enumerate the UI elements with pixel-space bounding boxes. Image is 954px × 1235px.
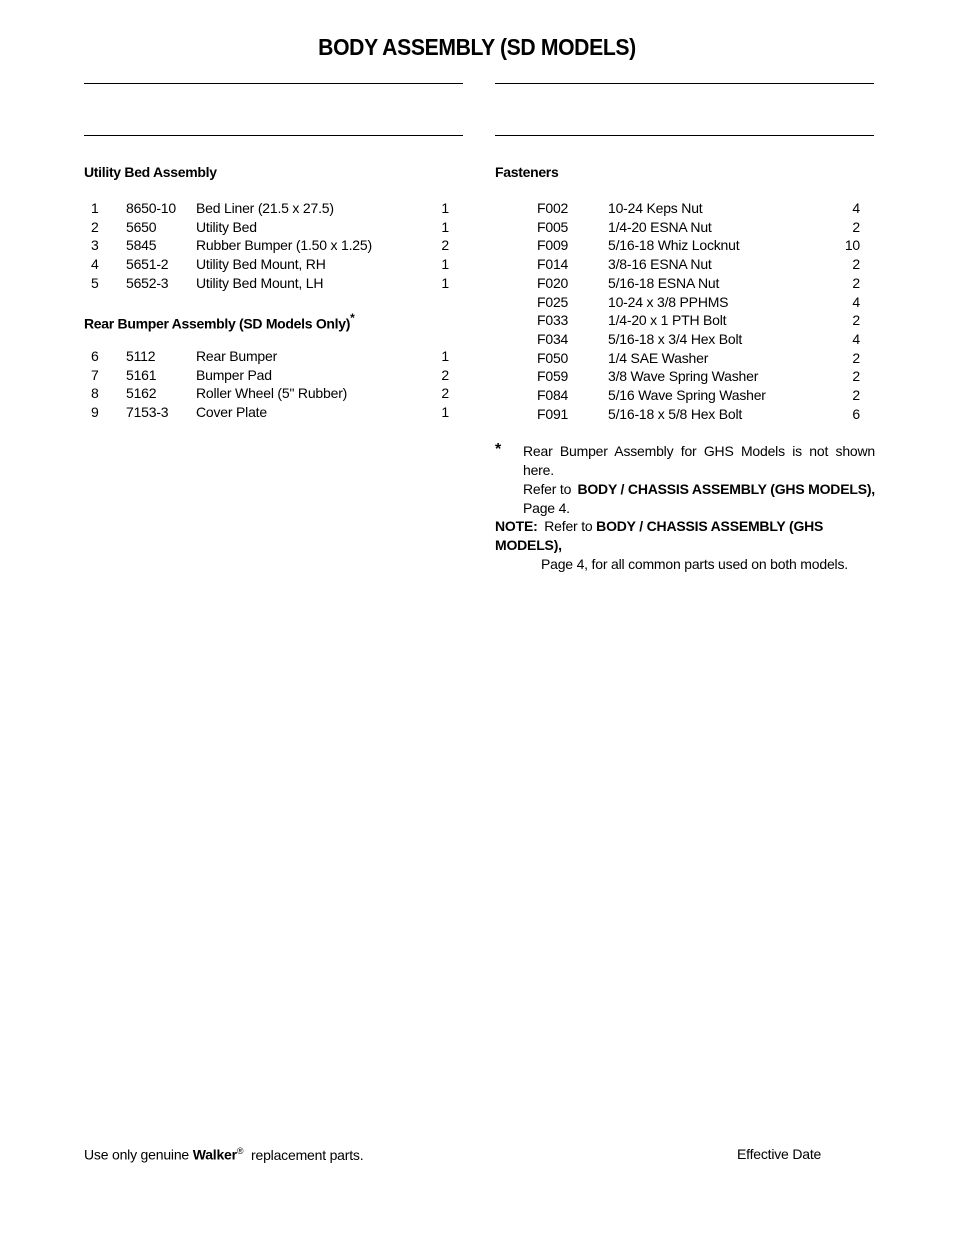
quantity: 2	[852, 368, 860, 385]
ref-number: 8	[91, 385, 99, 402]
part-description: 1/4-20 ESNA Nut	[608, 218, 712, 235]
quantity: 4	[852, 200, 860, 216]
brand-name: Walker	[192, 1146, 237, 1163]
quantity: 2	[852, 256, 860, 273]
asterisk-note-refer: Refer to	[523, 481, 572, 497]
quantity: 1	[441, 404, 449, 421]
ref-number: 3	[91, 237, 99, 254]
part-number: F009	[537, 237, 569, 254]
ref-number: 9	[91, 404, 99, 421]
quantity: 1	[441, 200, 449, 216]
ref-number: 1	[91, 200, 99, 216]
part-number: F014	[537, 256, 569, 273]
part-description: Utility Bed	[196, 218, 257, 235]
asterisk-note-line2	[523, 480, 875, 499]
note-block	[495, 517, 875, 574]
quantity: 2	[852, 218, 860, 235]
rear-bumper-heading	[84, 312, 355, 332]
quantity: 2	[441, 237, 449, 254]
part-description: Rear Bumper	[196, 348, 278, 364]
part-description: 3/8 Wave Spring Washer	[608, 368, 759, 385]
quantity: 4	[852, 330, 860, 347]
ref-number: 4	[91, 256, 99, 273]
rear-bumper-heading-text: Rear Bumper Assembly (SD Models Only)	[84, 315, 351, 332]
part-description: 5/16-18 Whiz Locknut	[608, 237, 740, 254]
quantity: 10	[844, 237, 860, 254]
asterisk-mark: *	[350, 311, 355, 325]
quantity: 6	[852, 405, 860, 422]
quantity: 1	[441, 256, 449, 273]
page-title: BODY ASSEMBLY (SD MODELS)	[318, 34, 636, 60]
part-number: F084	[537, 387, 569, 403]
part-description: 5/16-18 x 3/4 Hex Bolt	[608, 330, 743, 347]
part-number: 5162	[126, 385, 157, 402]
quantity: 2	[852, 274, 860, 291]
part-number: F005	[537, 218, 569, 235]
part-description: 5/16-18 ESNA Nut	[608, 274, 720, 291]
part-description: Utility Bed Mount, LH	[196, 274, 324, 291]
quantity: 1	[441, 218, 449, 235]
footer-text-pre: Use only genuine	[84, 1146, 189, 1163]
part-number: F050	[537, 349, 569, 366]
quantity: 2	[852, 312, 860, 329]
divider	[495, 135, 874, 136]
note-line1	[495, 517, 875, 555]
asterisk-note-reference: BODY / CHASSIS ASSEMBLY (GHS MODELS),	[577, 481, 875, 497]
part-number: F033	[537, 312, 569, 329]
part-number: F002	[537, 200, 569, 216]
part-description: Bed Liner (21.5 x 27.5)	[196, 200, 334, 216]
quantity: 2	[441, 385, 449, 402]
part-description: 10-24 x 3/8 PPHMS	[608, 293, 729, 310]
ref-number: 7	[91, 366, 99, 383]
asterisk-note-line3: Page 4.	[523, 500, 570, 516]
note-label: NOTE:	[495, 518, 538, 534]
part-description: Rubber Bumper (1.50 x 1.25)	[196, 237, 372, 254]
utility-bed-heading: Utility Bed Assembly	[84, 164, 217, 180]
footer-left	[84, 1146, 363, 1163]
part-number: F025	[537, 293, 569, 310]
part-description: 5/16 Wave Spring Washer	[608, 387, 766, 403]
quantity: 2	[441, 366, 449, 383]
part-description: Roller Wheel (5" Rubber)	[196, 385, 348, 402]
part-number: F034	[537, 330, 569, 347]
part-number: 5161	[126, 366, 157, 383]
part-number: F059	[537, 368, 569, 385]
part-number: 5650	[126, 218, 157, 235]
part-number: 5112	[126, 348, 156, 364]
asterisk-note-mark: *	[495, 441, 502, 458]
quantity: 1	[441, 348, 449, 364]
asterisk-note-line1: Rear Bumper Assembly for GHS Models is not shown here.	[523, 443, 875, 478]
quantity: 2	[852, 349, 860, 366]
part-description: Bumper Pad	[196, 366, 272, 383]
quantity: 4	[852, 293, 860, 310]
asterisk-note	[495, 442, 875, 518]
ref-number: 5	[91, 274, 99, 291]
quantity: 2	[852, 387, 860, 403]
part-number: 5651-2	[126, 256, 169, 273]
part-number: 8650-10	[126, 200, 176, 216]
divider	[495, 83, 874, 84]
divider	[84, 83, 463, 84]
part-number: 7153-3	[126, 404, 169, 421]
note-refer: Refer to	[544, 518, 593, 534]
note-line2: Page 4, for all common parts used on both models.	[541, 556, 848, 572]
part-description: 5/16-18 x 5/8 Hex Bolt	[608, 405, 743, 422]
divider	[84, 135, 463, 136]
part-description: 3/8-16 ESNA Nut	[608, 256, 712, 273]
fasteners-heading: Fasteners	[495, 164, 559, 180]
part-description: 1/4-20 x 1 PTH Bolt	[608, 312, 727, 329]
part-description: Utility Bed Mount, RH	[196, 256, 326, 273]
part-description: Cover Plate	[196, 404, 267, 421]
effective-date: Effective Date	[737, 1146, 822, 1162]
part-number: 5845	[126, 237, 157, 254]
ref-number: 2	[91, 218, 99, 235]
ref-number: 6	[91, 348, 99, 364]
footer-text-post: replacement parts.	[251, 1146, 364, 1163]
part-description: 1/4 SAE Washer	[608, 349, 709, 366]
quantity: 1	[441, 274, 449, 291]
note-reference: BODY / CHASSIS ASSEMBLY (GHS MODELS),	[495, 518, 824, 553]
part-number: F020	[537, 274, 569, 291]
part-description: 10-24 Keps Nut	[608, 200, 703, 216]
part-number: F091	[537, 405, 569, 422]
part-number: 5652-3	[126, 274, 169, 291]
registered-mark: ®	[236, 1146, 244, 1156]
